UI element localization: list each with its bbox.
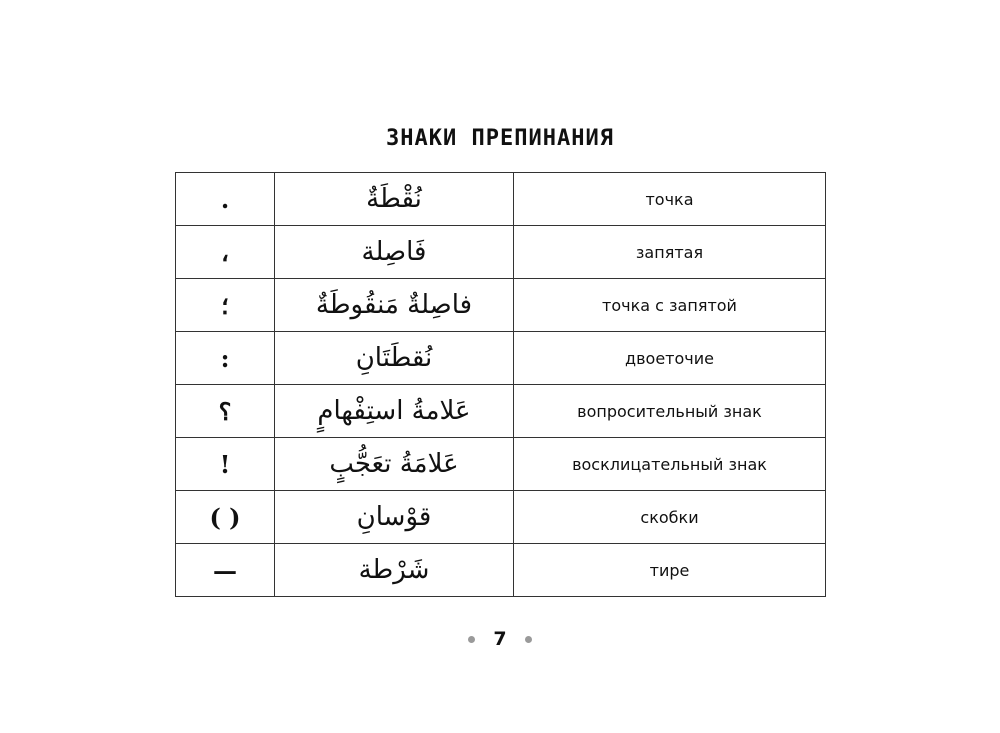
russian-term: вопросительный знак: [514, 385, 826, 438]
arabic-term: نُقطَتَانِ: [275, 332, 514, 385]
russian-term: двоеточие: [514, 332, 826, 385]
punctuation-symbol: ( ): [176, 491, 275, 544]
arabic-term: قوْسانِ: [275, 491, 514, 544]
table-row: [176, 438, 826, 491]
punctuation-table: [175, 172, 826, 597]
page-number: 7: [493, 628, 507, 650]
punctuation-symbol: ،: [176, 226, 275, 279]
table-row: [176, 332, 826, 385]
table-row: [176, 279, 826, 332]
left-dot-icon: [468, 636, 475, 643]
arabic-term: فاصِلةٌ مَنقُوطَةٌ: [275, 279, 514, 332]
table-row: [176, 226, 826, 279]
punctuation-symbol: !: [176, 438, 275, 491]
russian-term: восклицательный знак: [514, 438, 826, 491]
russian-term: точка с запятой: [514, 279, 826, 332]
table-row: [176, 385, 826, 438]
punctuation-symbol: :: [176, 332, 275, 385]
punctuation-symbol: ؟: [176, 385, 275, 438]
russian-term: тире: [514, 544, 826, 597]
table-row: [176, 544, 826, 597]
arabic-term: فَاصِلة: [275, 226, 514, 279]
page-title: ЗНАКИ ПРЕПИНАНИЯ: [386, 126, 614, 151]
punctuation-symbol: ؛: [176, 279, 275, 332]
arabic-term: عَلامةُ استِفْهامٍ: [275, 385, 514, 438]
arabic-term: شَرْطة: [275, 544, 514, 597]
arabic-term: عَلامَةُ تعَجُّبٍ: [275, 438, 514, 491]
arabic-term: نُقْطَةٌ: [275, 173, 514, 226]
table-row: [176, 173, 826, 226]
right-dot-icon: [525, 636, 532, 643]
russian-term: запятая: [514, 226, 826, 279]
punctuation-symbol: —: [176, 544, 275, 597]
page-footer: [0, 628, 1000, 650]
russian-term: скобки: [514, 491, 826, 544]
russian-term: точка: [514, 173, 826, 226]
table-row: [176, 491, 826, 544]
punctuation-symbol: .: [176, 173, 275, 226]
